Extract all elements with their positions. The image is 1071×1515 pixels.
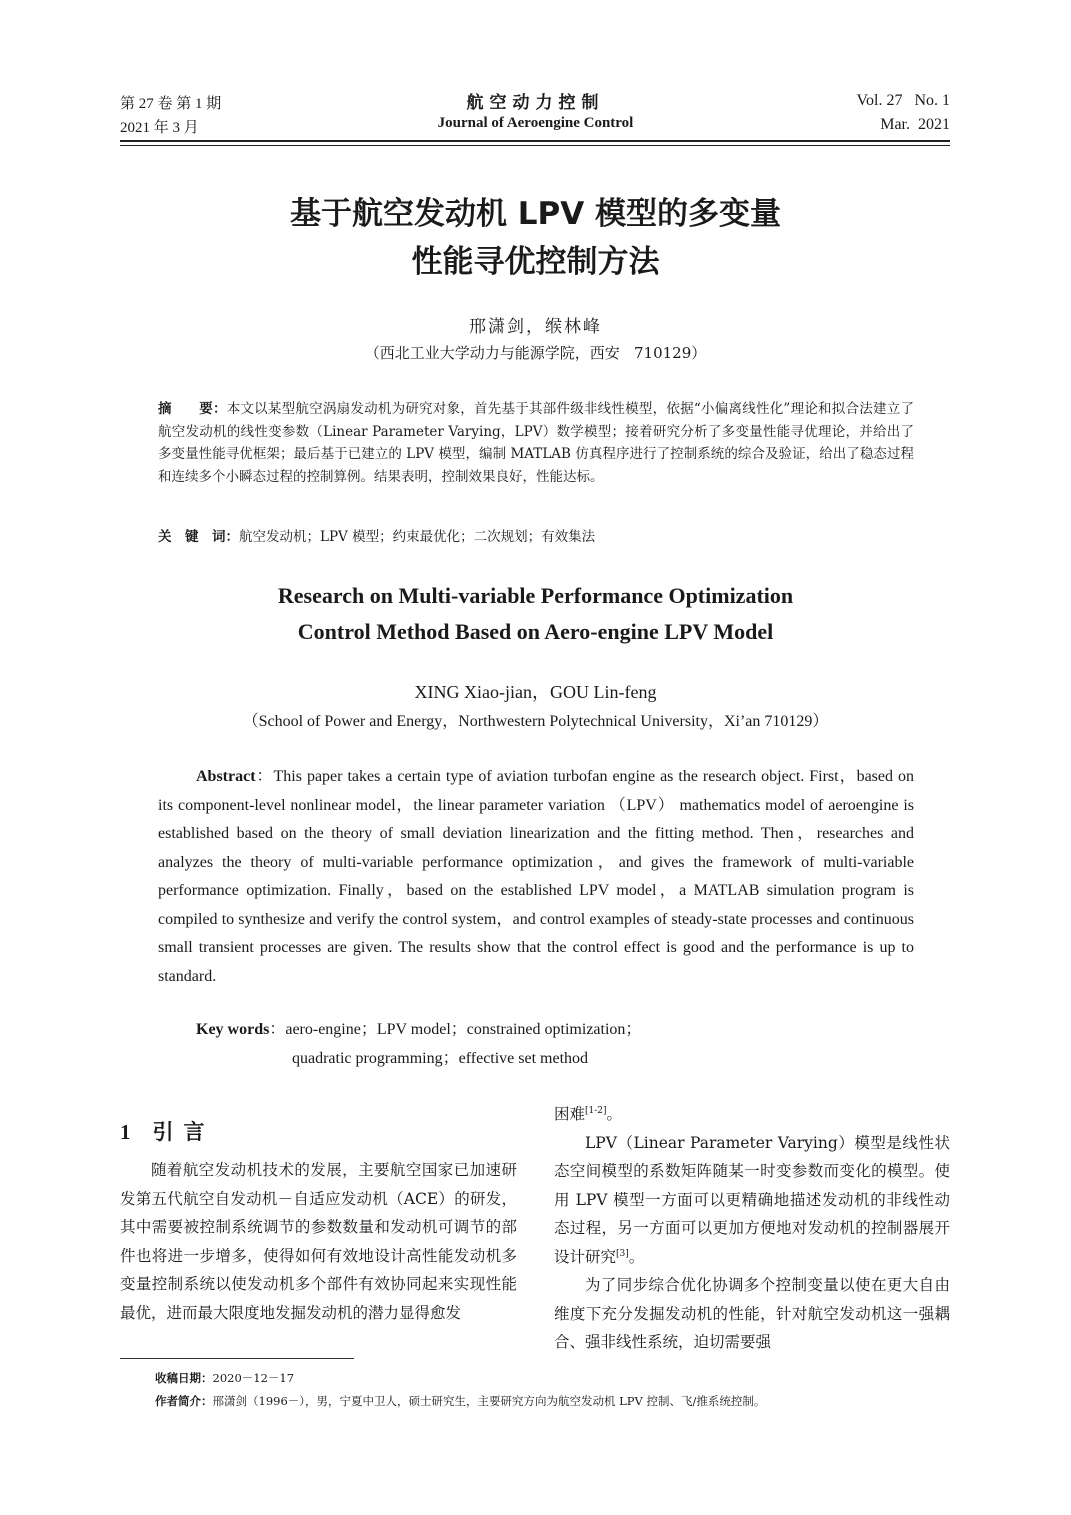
abstract-cn-text: 本文以某型航空涡扇发动机为研究对象，首先基于其部件级非线性模型，依据“小偏离线性化”理论和拟合法建立了航空发动机的线性变参数（Linear Parameter Varying，LPV）数学模型；接着研究分析了多变量性能寻优理论，并给出了多变量性能寻优框架；最后基于已建立的 LPV 模型，编制 MATLAB 仿真程序进行了控制系统的综合及验证，给出了稳态过程和连续多个小瞬态过程的控制算例。结果表明，控制效果良好，性能达标。 <box>158 401 914 485</box>
citation: [1-2] <box>585 1105 607 1116</box>
paragraph-end: 。 <box>606 1105 623 1123</box>
keywords-en-line1: aero-engine；LPV model；constrained optimization； <box>285 1021 642 1038</box>
authors-en: XING Xiao-jian，GOU Lin-feng <box>414 682 657 702</box>
journal-name-cn: 航空动力控制 <box>466 93 605 113</box>
header-rule-thick <box>120 140 950 142</box>
issue-volume-en: Vol. 27 No. 1 <box>856 92 950 109</box>
keywords-en-line2: quadratic programming；effective set method <box>292 1049 589 1067</box>
body-column-right <box>554 1100 950 1357</box>
bio-text: 邢潇剑（1996－），男，宁夏中卫人，硕士研究生，主要研究方向为航空发动机 LPV 控制、飞/推系统控制。 <box>212 1394 766 1408</box>
citation: [3] <box>616 1248 629 1259</box>
keywords-cn-text: 航空发动机；LPV 模型；约束最优化；二次规划；有效集法 <box>239 529 596 545</box>
title-cn-line2: 性能寻优控制方法 <box>411 244 660 280</box>
authors-cn: 邢潇剑，缑林峰 <box>469 317 602 337</box>
abstract-en <box>158 763 914 991</box>
keywords-en-label: Key words <box>196 1021 270 1038</box>
body-column-left <box>120 1156 517 1327</box>
keywords-en <box>196 1016 916 1073</box>
paragraph-continued <box>554 1100 950 1129</box>
journal-name-en: Journal of Aeroengine Control <box>437 115 634 131</box>
footnote-received <box>155 1370 294 1386</box>
keywords-cn <box>158 527 914 547</box>
paragraph-text: LPV（Linear Parameter Varying）模型是线性状态空间模型的系数矩阵随某一时变参数而变化的模型。使用 LPV 模型一方面可以更精确地描述发动机的非线性动态过程，另一方面可以更加方便地对发动机的控制器展开设计研究 <box>554 1133 950 1266</box>
footnote-rule <box>120 1358 354 1359</box>
issue-volume: 第 27 卷 第 1 期 <box>120 96 222 112</box>
abstract-cn <box>158 398 914 488</box>
section-heading <box>120 1116 215 1146</box>
keywords-cn-label: 关 键 词： <box>158 529 239 545</box>
title-en-line1: Research on Multi-variable Performance Optimization <box>277 583 794 608</box>
section-title: 引言 <box>152 1120 215 1144</box>
bio-label: 作者简介： <box>155 1394 213 1408</box>
paragraph <box>554 1129 950 1272</box>
issue-date-en: Mar. 2021 <box>880 116 950 133</box>
issue-date-cn: 2021 年 3 月 <box>120 120 199 136</box>
title-en-line2: Control Method Based on Aero-engine LPV Model <box>297 619 774 644</box>
section-number: 1 <box>120 1120 131 1144</box>
paragraph: 为了同步综合优化协调多个控制变量以使在更大自由维度下充分发掘发动机的性能，针对航空发动机这一强耦合、强非线性系统，迫切需要强 <box>554 1276 950 1351</box>
paragraph-end: 。 <box>628 1247 645 1266</box>
header-rule-thin <box>120 145 950 146</box>
footnote-author-bio <box>155 1393 765 1409</box>
received-label: 收稿日期： <box>155 1371 213 1385</box>
paragraph-text: 困难 <box>554 1105 586 1123</box>
keywords-en-sep: ： <box>269 1021 286 1038</box>
received-date: 2020－12－17 <box>212 1371 295 1385</box>
abstract-cn-label: 摘 要： <box>158 401 227 417</box>
abstract-en-label: Abstract <box>196 768 256 785</box>
abstract-en-sep: ： <box>255 768 274 785</box>
affiliation-cn: （西北工业大学动力与能源学院，西安 710129） <box>364 344 707 362</box>
paragraph: 随着航空发动机技术的发展，主要航空国家已加速研发第五代航空自发动机－自适应发动机（ACE）的研发，其中需要被控制系统调节的参数数量和发动机可调节的部件也将进一步增多，使得如何有效地设计高性能发动机多变量控制系统以使发动机多个部件有效协同起来实现性能最优，进而最大限度地发掘发动机的潜力显得愈发 <box>120 1161 517 1322</box>
paper-title-cn <box>0 190 1071 286</box>
affiliation-en: （School of Power and Energy，Northwestern Polytechnical University，Xi’an 710129） <box>242 713 829 730</box>
abstract-en-text: This paper takes a certain type of aviation turbofan engine as the research object. First，based on its component-level nonlinear model，the linear parameter variation （LPV） mathematics model of aeroengine is established based on the theory of small deviation linearization and the fitting method. Then，researches and analyzes the theory of multi-variable performance optimization，and gives the framework of multi-variable performance optimization. Finally，based on the established LPV model，a MATLAB simulation program is compiled to synthesize and verify the control system，and control examples of steady-state processes and continuous small transient processes are given. The results show that the control effect is good and the performance is up to standard. <box>158 768 914 985</box>
title-cn-line1: 基于航空发动机 LPV 模型的多变量 <box>289 196 782 232</box>
paper-title-en <box>0 578 1071 650</box>
